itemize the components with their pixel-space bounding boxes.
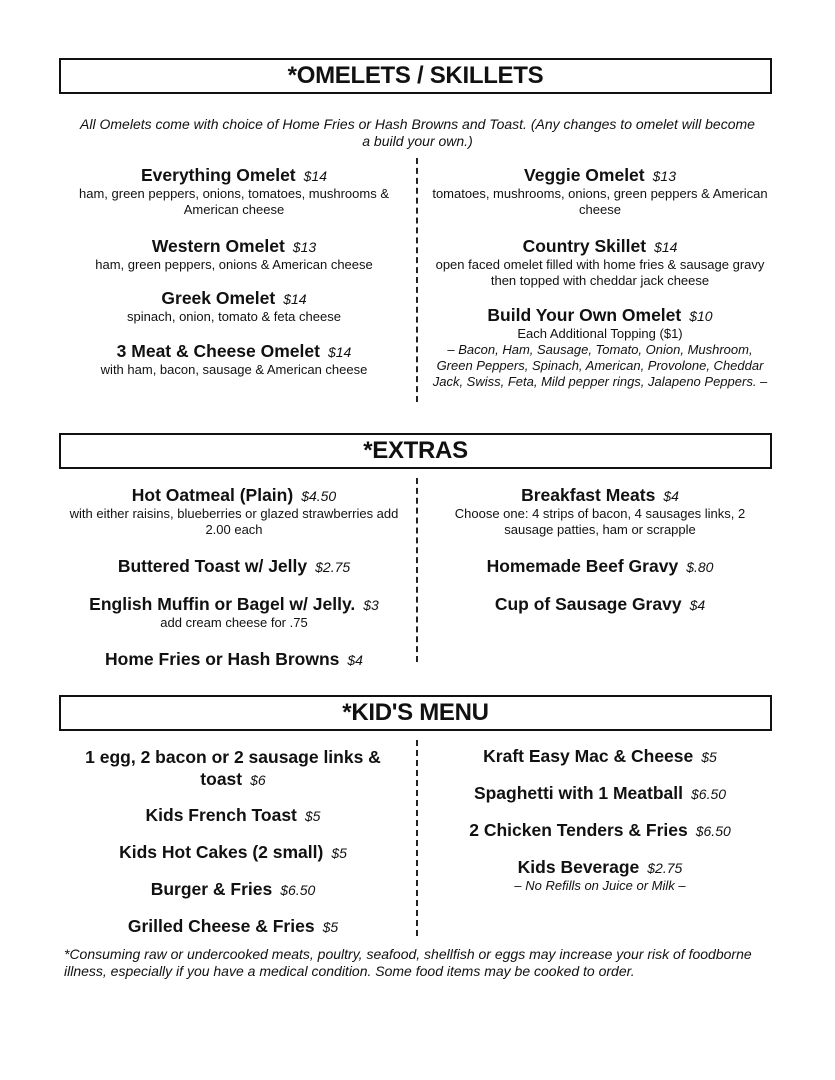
item-name: Kids French Toast: [145, 805, 297, 825]
item-description: with ham, bacon, sausage & American cheese: [100, 362, 368, 377]
item-name: Homemade Beef Gravy: [486, 556, 679, 576]
menu-item: [80, 842, 386, 863]
toppings-list: – Bacon, Ham, Sausage, Tomato, Onion, Mushroom, Green Peppers, Spinach, American, Provolone, Cheddar Jack, Swiss, Feta, Mild pepper rings, Jalapeno Peppers. –: [432, 342, 768, 389]
item-description: Choose one: 4 strips of bacon, 4 sausages links, 2 sausage patties, ham or scrapple: [454, 506, 746, 537]
menu-item: [66, 341, 402, 378]
item-price: $13: [292, 239, 317, 255]
menu-item: [432, 594, 768, 615]
item-name: Country Skillet: [522, 236, 647, 256]
menu-item: [66, 288, 402, 325]
item-description: with either raisins, blueberries or glazed strawberries add 2.00 each: [69, 506, 399, 537]
item-price: $5: [322, 919, 339, 935]
item-price: $6.50: [280, 882, 316, 898]
item-price: $14: [654, 239, 678, 255]
menu-item: [432, 857, 768, 894]
item-description: open faced omelet filled with home fries & sausage gravy then topped with cheddar jack cheese: [435, 257, 765, 288]
menu-item: [66, 485, 402, 538]
item-name: Burger & Fries: [150, 879, 273, 899]
menu-item: [80, 805, 386, 826]
item-name: Breakfast Meats: [521, 485, 656, 505]
item-description: spinach, onion, tomato & feta cheese: [127, 309, 341, 324]
item-price: $5: [331, 845, 347, 861]
item-description: ham, green peppers, onions, tomatoes, mushrooms & American cheese: [79, 186, 389, 217]
menu-item: [80, 746, 386, 790]
menu-item: [80, 916, 386, 937]
item-description: Each Additional Topping ($1): [517, 326, 683, 341]
item-description: add cream cheese for .75: [160, 615, 308, 630]
item-price: $10: [689, 308, 713, 324]
item-description: ham, green peppers, onions & American cheese: [95, 257, 373, 272]
item-name: 2 Chicken Tenders & Fries: [469, 820, 688, 840]
item-price: $4.50: [301, 488, 337, 504]
item-price: $14: [303, 168, 327, 184]
menu-item: [432, 165, 768, 218]
menu-item: [66, 165, 402, 218]
item-name: Kraft Easy Mac & Cheese: [483, 746, 694, 766]
omelets-left-column: [66, 165, 402, 378]
omelets-right-column: [432, 165, 768, 390]
item-price: $4: [689, 597, 706, 613]
menu-item: [432, 820, 768, 841]
menu-item: [432, 305, 768, 390]
item-name: 1 egg, 2 bacon or 2 sausage links & toast: [85, 747, 381, 789]
item-name: English Muffin or Bagel w/ Jelly.: [89, 594, 356, 614]
item-price: $2.75: [315, 559, 351, 575]
item-price: $4: [663, 488, 679, 504]
menu-item: [66, 594, 402, 631]
item-price: $6.50: [695, 823, 731, 839]
item-name: Spaghetti with 1 Meatball: [473, 783, 683, 803]
item-description: – No Refills on Juice or Milk –: [514, 878, 686, 893]
kids-right-column: [432, 746, 768, 894]
menu-item: [432, 783, 768, 804]
item-name: Hot Oatmeal (Plain): [131, 485, 294, 505]
omelets-header: *OMELETS / SKILLETS: [59, 58, 772, 94]
item-price: $3: [363, 597, 379, 613]
item-name: Western Omelet: [151, 236, 285, 256]
item-name: Kids Hot Cakes (2 small): [119, 842, 324, 862]
item-price: $2.75: [647, 860, 683, 876]
omelets-intro: All Omelets come with choice of Home Fries or Hash Browns and Toast. (Any changes to omelet will become a build your own.): [80, 116, 755, 149]
extras-left-column: [66, 485, 402, 670]
menu-item: [66, 649, 402, 670]
item-name: Buttered Toast w/ Jelly: [117, 556, 308, 576]
menu-item: [432, 556, 768, 577]
item-description: tomatoes, mushrooms, onions, green peppers & American cheese: [432, 186, 768, 217]
item-name: Kids Beverage: [517, 857, 640, 877]
item-price: $13: [652, 168, 676, 184]
menu-item: [66, 556, 402, 577]
item-name: Home Fries or Hash Browns: [105, 649, 340, 669]
item-price: $6: [250, 772, 266, 788]
extras-right-column: [432, 485, 768, 615]
kids-left-column: [80, 746, 386, 937]
food-safety-disclaimer: *Consuming raw or undercooked meats, poultry, seafood, shellfish or eggs may increase your risk of foodborne illness, especially if you have a medical condition. Some food items may be cooked to order.: [64, 946, 752, 979]
item-name: Build Your Own Omelet: [487, 305, 682, 325]
menu-item: [80, 879, 386, 900]
column-divider: [416, 478, 418, 662]
menu-item: [66, 236, 402, 273]
kids-header: *KID'S MENU: [59, 695, 772, 731]
menu-item: [432, 236, 768, 289]
item-name: Cup of Sausage Gravy: [494, 594, 682, 614]
item-name: Veggie Omelet: [524, 165, 645, 185]
item-name: Everything Omelet: [141, 165, 296, 185]
column-divider: [416, 740, 418, 936]
extras-header: *EXTRAS: [59, 433, 772, 469]
item-price: $5: [304, 808, 321, 824]
column-divider: [416, 158, 418, 402]
item-name: Greek Omelet: [161, 288, 276, 308]
item-price: $6.50: [691, 786, 727, 802]
item-price: $.80: [686, 559, 714, 575]
item-name: 3 Meat & Cheese Omelet: [116, 341, 320, 361]
menu-item: [432, 485, 768, 538]
item-price: $4: [347, 652, 363, 668]
item-price: $14: [327, 344, 352, 360]
item-price: $14: [283, 291, 307, 307]
item-name: Grilled Cheese & Fries: [127, 916, 315, 936]
menu-item: [432, 746, 768, 767]
item-price: $5: [701, 749, 717, 765]
